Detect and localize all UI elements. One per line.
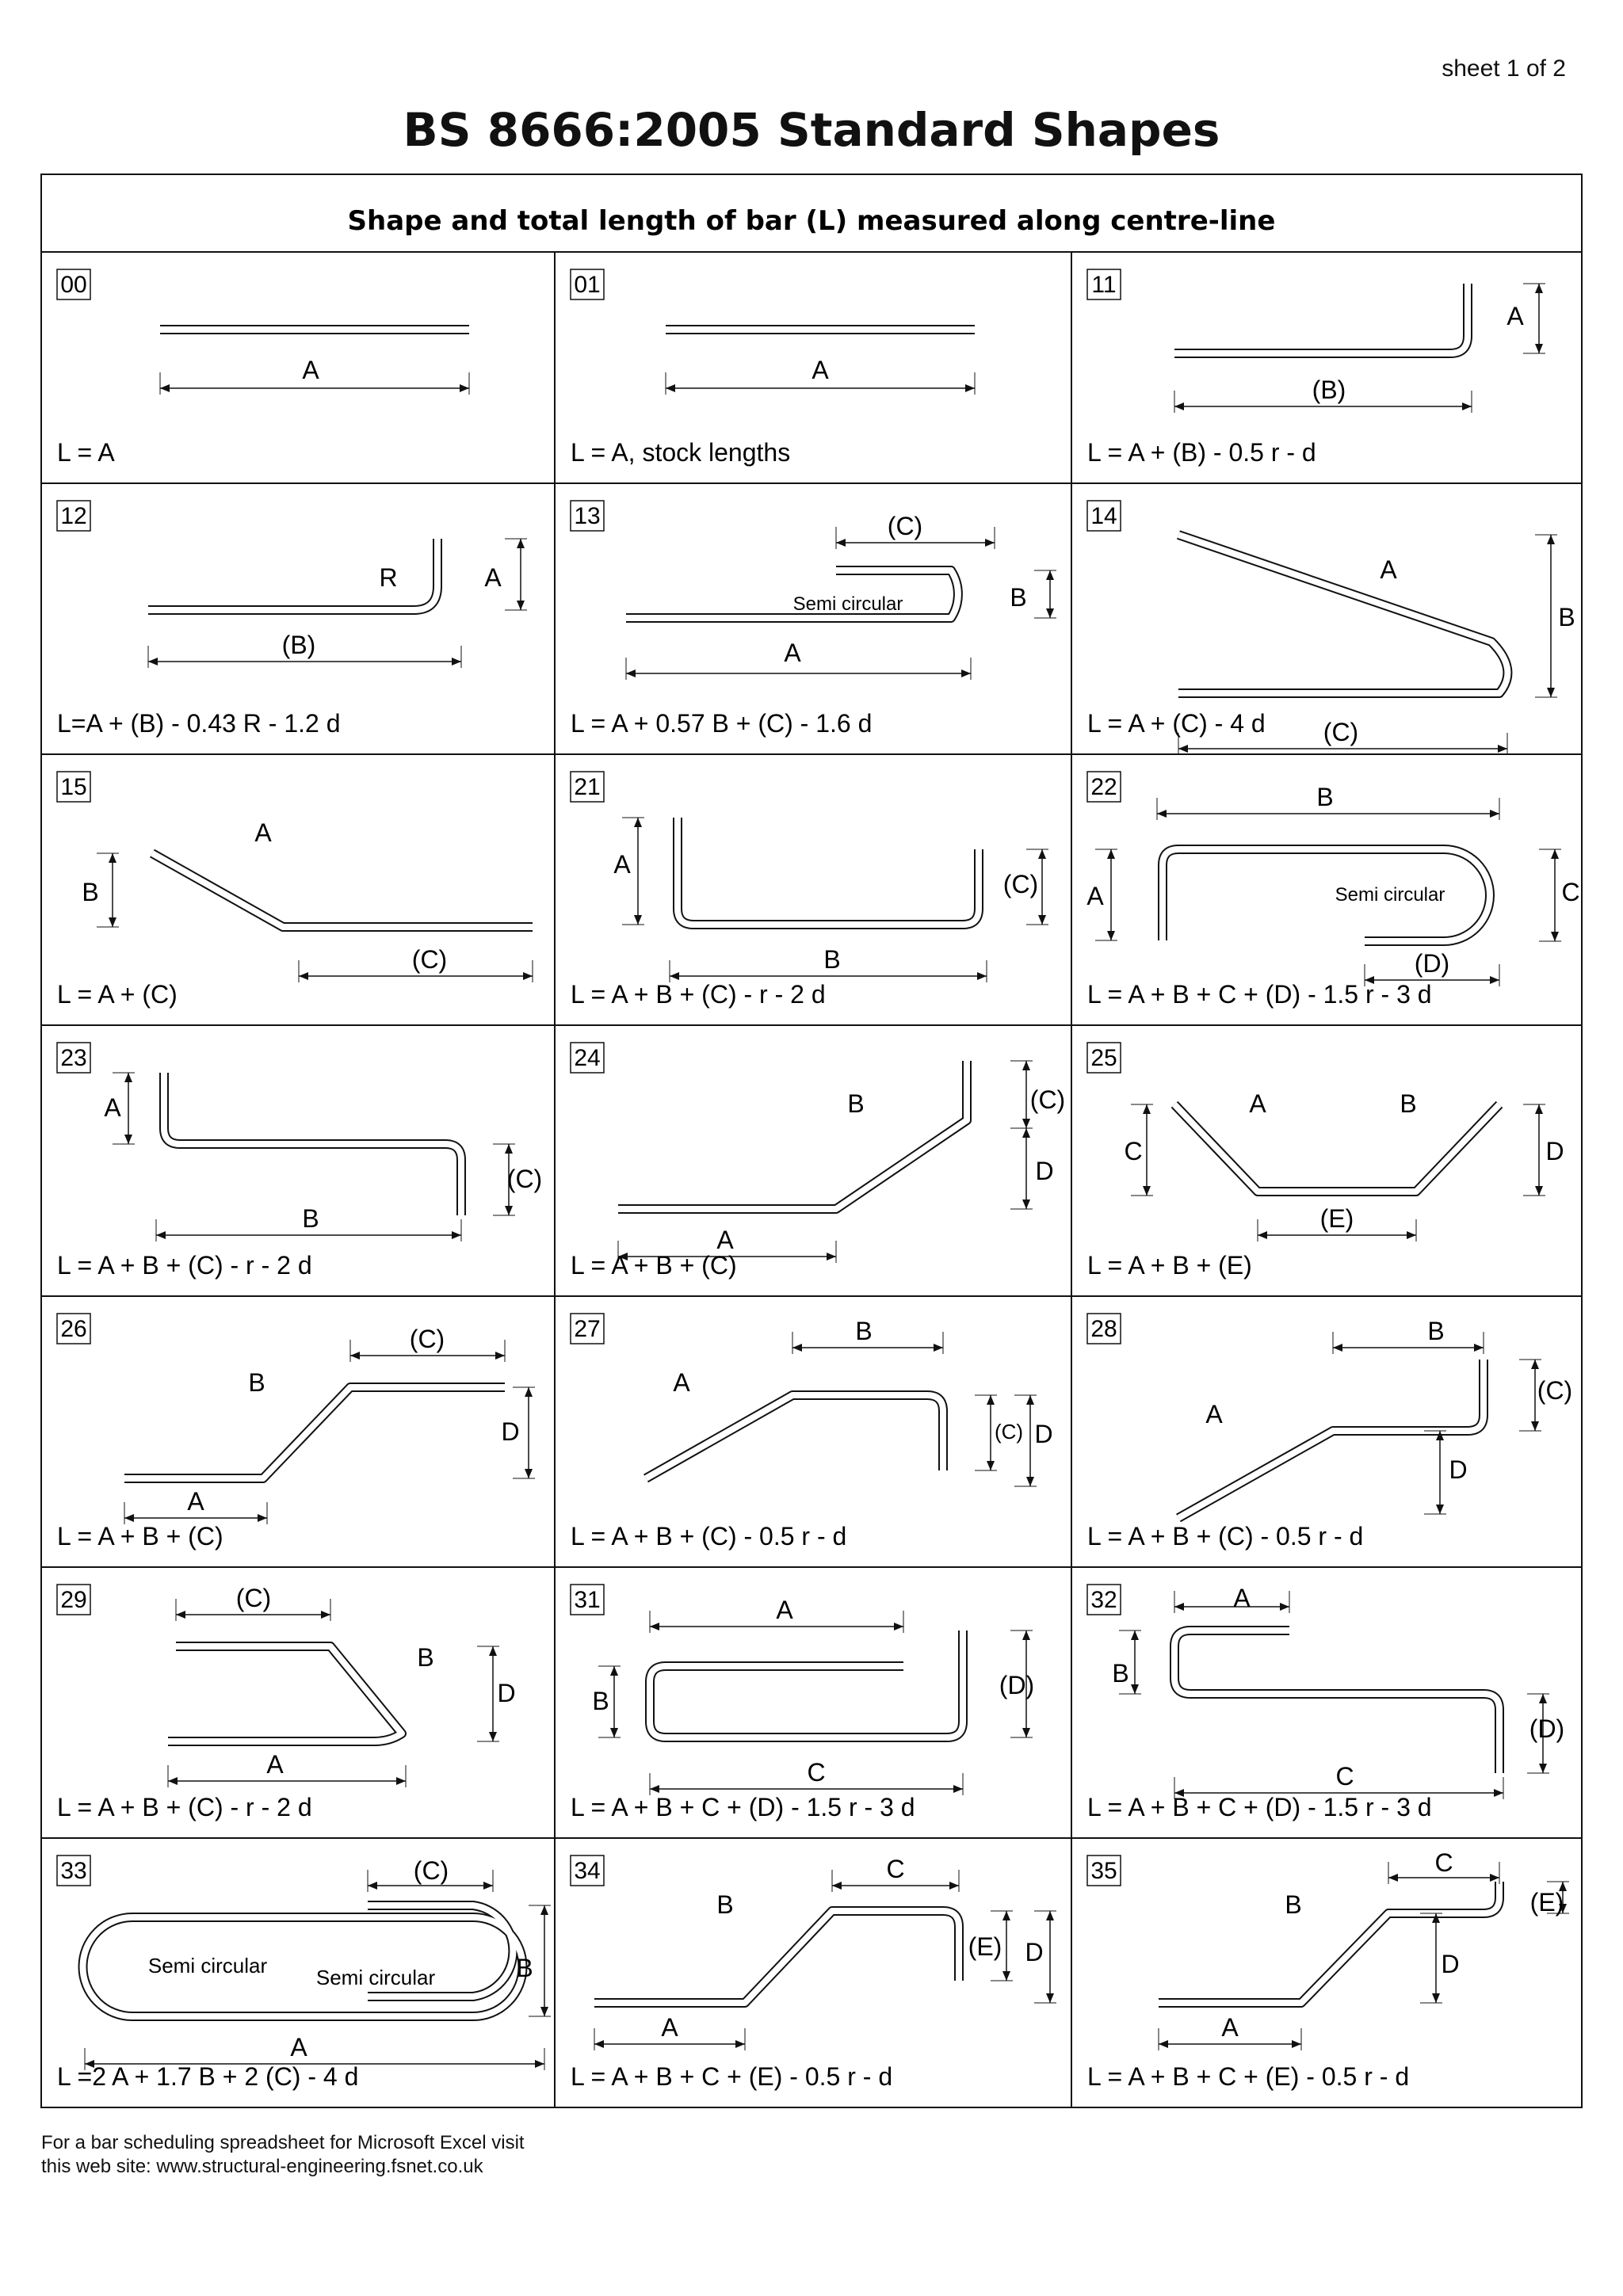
bar-outline	[626, 570, 958, 618]
dimension-label: B	[1285, 1890, 1302, 1919]
shape-cell-25	[1087, 1043, 1564, 1280]
shape-cell-27	[571, 1314, 1053, 1550]
dimension-label: B	[716, 1890, 734, 1919]
dimension-label: (D)	[1414, 949, 1450, 978]
shape-drawing	[613, 818, 1048, 982]
dimension-label: B	[302, 1204, 319, 1233]
shape-cell-01	[571, 269, 975, 467]
shape-drawing	[1174, 284, 1545, 413]
dimension-label: B	[1558, 603, 1575, 631]
dimension-label: C	[1434, 1848, 1453, 1877]
dimension-label: A	[1380, 555, 1397, 584]
footer-note	[41, 2131, 525, 2179]
shape-code: 01	[574, 272, 601, 298]
dimension-label: A	[187, 1487, 204, 1516]
length-formula: L = A	[57, 438, 115, 467]
shape-drawing	[1086, 783, 1579, 986]
bar-outline	[152, 853, 533, 927]
shape-cell-35	[1087, 1848, 1569, 2091]
shape-cell-24	[571, 1043, 1065, 1280]
dimension-label: C	[886, 1855, 905, 1883]
dimension-label: D	[1449, 1455, 1468, 1484]
dimension-label: A	[613, 850, 631, 879]
shape-cell-31	[571, 1585, 1034, 1821]
shape-drawing	[1159, 1848, 1569, 2050]
dimension-label: A	[776, 1596, 793, 1624]
bar-outline	[650, 1630, 963, 1737]
dimension-label: B	[417, 1643, 434, 1672]
length-formula: L = A + (B) - 0.5 r - d	[1087, 438, 1316, 467]
dimension-label: A	[716, 1226, 734, 1254]
length-formula: L = A + B + (C)	[571, 1251, 737, 1280]
shape-cell-15	[57, 772, 533, 1009]
dimension-label: R	[379, 563, 398, 592]
dimension-label: (C)	[1002, 870, 1039, 898]
dimension-label: B	[82, 878, 99, 906]
dimension-label: (C)	[994, 1420, 1024, 1444]
sheet-number: sheet 1 of 2	[1442, 55, 1566, 82]
shape-drawing	[646, 1317, 1053, 1486]
bar-outline	[646, 1395, 943, 1478]
dimension-label: A	[1205, 1400, 1223, 1428]
dimension-label: Semi circular	[315, 1966, 436, 1989]
bar-fill	[1178, 535, 1507, 693]
shape-cell-00	[57, 269, 469, 467]
length-formula: L =2 A + 1.7 B + 2 (C) - 4 d	[57, 2062, 359, 2091]
shape-code: 21	[574, 774, 601, 800]
shape-drawing	[104, 1073, 542, 1241]
bar-outline	[1174, 284, 1468, 353]
dimension-label: B	[855, 1317, 873, 1345]
bar-fill	[164, 1073, 461, 1215]
shape-code: 14	[1090, 503, 1117, 529]
dimension-label: (C)	[1537, 1376, 1573, 1405]
dimension-label: A	[266, 1750, 284, 1779]
bar-fill	[678, 818, 979, 925]
length-formula: L = A + 0.57 B + (C) - 1.6 d	[571, 709, 873, 738]
dimension-label: (E)	[968, 1932, 1002, 1961]
shape-drawing	[666, 330, 975, 395]
shape-code: 00	[60, 272, 87, 298]
dimension-label: B	[1427, 1317, 1445, 1345]
length-formula: L = A + B + (C) - r - 2 d	[571, 980, 826, 1009]
dimension-label: A	[1233, 1584, 1251, 1612]
dimension-label: C	[1335, 1762, 1354, 1791]
dimension-label: B	[1010, 583, 1027, 612]
dimension-label: A	[104, 1093, 121, 1122]
bar-fill	[650, 1630, 963, 1737]
shape-code: 29	[60, 1587, 87, 1613]
shape-code: 35	[1090, 1858, 1117, 1884]
shape-code: 15	[60, 774, 87, 800]
dimension-label: (C)	[506, 1165, 543, 1193]
table-heading: Shape and total length of bar (L) measured along centre-line	[347, 205, 1276, 237]
shape-code: 31	[574, 1587, 601, 1613]
dimension-label: B	[823, 945, 841, 974]
length-formula: L=A + (B) - 0.43 R - 1.2 d	[57, 709, 341, 738]
bar-fill	[626, 570, 958, 618]
shape-drawing	[618, 1061, 1065, 1263]
dimension-label: C	[1561, 878, 1580, 906]
dimension-label: B	[1112, 1659, 1129, 1688]
shape-drawing	[82, 818, 533, 982]
bar-fill	[618, 1061, 967, 1209]
dimension-label: A	[673, 1368, 690, 1397]
shape-drawing	[83, 1856, 552, 2070]
shape-cell-33	[57, 1855, 551, 2091]
shape-code: 25	[1090, 1045, 1117, 1071]
shape-cell-29	[57, 1584, 516, 1821]
shape-cell-34	[571, 1855, 1056, 2091]
bar-fill	[1159, 1882, 1499, 2003]
dimension-label: (D)	[999, 1671, 1035, 1699]
length-formula: L = A + B + C + (D) - 1.5 r - 3 d	[1087, 980, 1432, 1009]
shape-drawing	[626, 512, 1056, 680]
bar-outline	[1174, 1104, 1499, 1192]
length-formula: L = A + B + (C)	[57, 1522, 223, 1550]
bar-fill	[1174, 284, 1468, 353]
shape-drawing	[160, 330, 469, 395]
dimension-label: (C)	[235, 1584, 272, 1612]
shape-cell-22	[1086, 772, 1579, 1009]
shape-drawing	[148, 539, 527, 668]
dimension-label: B	[847, 1089, 865, 1118]
footer-line-1: For a bar scheduling spreadsheet for Microsoft Excel visit	[41, 2132, 525, 2153]
shape-code: 24	[574, 1045, 601, 1071]
dimension-label: D	[1035, 1157, 1054, 1185]
footer-line-2: this web site: www.structural-engineering.fsnet.co.uk	[41, 2156, 483, 2177]
bar-outline	[1178, 535, 1507, 693]
dimension-label: A	[1507, 302, 1524, 330]
shape-cells	[57, 269, 1580, 2091]
shape-cell-21	[571, 772, 1048, 1009]
dimension-label: A	[1086, 882, 1104, 910]
dimension-label: A	[812, 356, 829, 384]
dimension-label: D	[497, 1679, 516, 1707]
dimension-label: (B)	[281, 631, 316, 659]
length-formula: L = A + (C) - 4 d	[1087, 709, 1266, 738]
page-title: BS 8666:2005 Standard Shapes	[403, 103, 1220, 157]
dimension-label: B	[1316, 783, 1334, 811]
shape-code: 27	[574, 1316, 601, 1342]
shape-drawing	[1178, 1317, 1572, 1518]
dimension-label: (C)	[887, 512, 923, 540]
dimension-label: D	[1034, 1420, 1053, 1448]
length-formula: L = A + (C)	[57, 980, 178, 1009]
bar-outline	[1174, 1630, 1499, 1773]
length-formula: L = A + B + C + (E) - 0.5 r - d	[571, 2062, 893, 2091]
dimension-label: A	[302, 356, 319, 384]
dimension-label: D	[501, 1417, 520, 1446]
dimension-label: A	[1249, 1089, 1266, 1118]
shape-code: 33	[60, 1858, 87, 1884]
dimension-label: Semi circular	[1335, 884, 1445, 906]
dimension-label: (D)	[1529, 1714, 1565, 1743]
bar-outline	[678, 818, 979, 925]
dimension-label: (E)	[1319, 1204, 1354, 1233]
shape-drawing	[1124, 1089, 1564, 1241]
shape-cell-13	[571, 501, 1056, 738]
dimension-label: B	[592, 1687, 609, 1715]
dimension-label: B	[516, 1954, 533, 1982]
bar-outline	[1159, 1882, 1499, 2003]
dimension-label: (C)	[409, 1325, 445, 1353]
dimension-label: (B)	[1312, 376, 1346, 404]
shape-drawing	[124, 1325, 535, 1524]
bar-fill	[1174, 1104, 1499, 1192]
length-formula: L = A + B + C + (E) - 0.5 r - d	[1087, 2062, 1410, 2091]
dimension-label: (C)	[1029, 1085, 1066, 1114]
dimension-label: A	[290, 2033, 307, 2061]
shape-drawing	[594, 1855, 1056, 2050]
dimension-label: D	[1441, 1950, 1460, 1978]
length-formula: L = A + B + (C) - r - 2 d	[57, 1793, 312, 1821]
bar-fill	[124, 1387, 505, 1478]
shape-cell-11	[1087, 269, 1545, 467]
shape-cell-28	[1087, 1314, 1572, 1550]
dimension-label: B	[1400, 1089, 1417, 1118]
dimension-label: C	[1124, 1137, 1143, 1165]
bar-outline	[594, 1911, 959, 2003]
shape-code: 12	[60, 503, 87, 529]
length-formula: L = A, stock lengths	[571, 438, 791, 467]
shape-drawing	[1112, 1584, 1564, 1799]
dimension-label: (C)	[413, 1856, 449, 1885]
dimension-label: Semi circular	[792, 593, 903, 615]
dimension-label: A	[484, 563, 502, 592]
shape-code: 26	[60, 1316, 87, 1342]
bar-fill	[1174, 1630, 1499, 1773]
shape-cell-32	[1087, 1584, 1564, 1821]
shape-code: 32	[1090, 1587, 1117, 1613]
bar-fill	[646, 1395, 943, 1478]
shape-cell-23	[57, 1043, 542, 1280]
length-formula: L = A + B + (C) - r - 2 d	[57, 1251, 312, 1280]
shape-drawing	[168, 1584, 516, 1787]
shape-drawing	[592, 1596, 1034, 1795]
shape-code: 34	[574, 1858, 601, 1884]
dimension-label: D	[1025, 1938, 1044, 1966]
shape-code: 28	[1090, 1316, 1117, 1342]
dimension-label: A	[1221, 2013, 1239, 2042]
shape-cell-14	[1087, 501, 1575, 755]
dimension-label: A	[784, 639, 801, 667]
length-formula: L = A + B + (C) - 0.5 r - d	[571, 1522, 847, 1550]
shape-code: 13	[574, 503, 601, 529]
dimension-label: A	[254, 818, 272, 847]
dimension-label: D	[1545, 1137, 1564, 1165]
dimension-label: A	[661, 2013, 678, 2042]
dimension-label: (E)	[1529, 1888, 1564, 1917]
length-formula: L = A + B + C + (D) - 1.5 r - 3 d	[571, 1793, 915, 1821]
length-formula: L = A + B + (C) - 0.5 r - d	[1087, 1522, 1364, 1550]
shape-code: 22	[1090, 774, 1117, 800]
dimension-label: Semi circular	[147, 1954, 268, 1978]
shape-cell-26	[57, 1314, 535, 1550]
dimension-label: C	[807, 1758, 826, 1787]
bar-outline	[618, 1061, 967, 1209]
bar-fill	[168, 1646, 402, 1741]
shape-code: 11	[1091, 272, 1117, 298]
dimension-label: B	[248, 1368, 265, 1397]
dimension-label: (C)	[1323, 718, 1359, 746]
bar-outline	[124, 1387, 505, 1478]
shape-code: 23	[60, 1045, 87, 1071]
bar-fill	[594, 1911, 959, 2003]
shape-cell-12	[57, 501, 527, 738]
dimension-label: (C)	[411, 945, 448, 974]
length-formula: L = A + B + C + (D) - 1.5 r - 3 d	[1087, 1793, 1432, 1821]
length-formula: L = A + B + (E)	[1087, 1251, 1252, 1280]
